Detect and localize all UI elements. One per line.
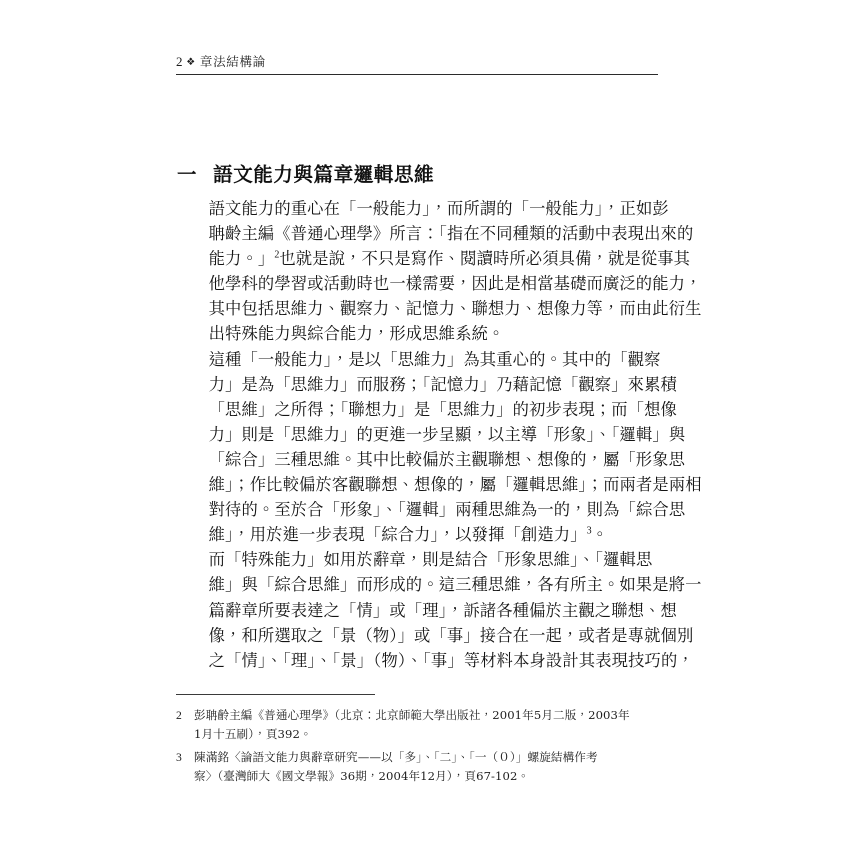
text-line-segment: 。: [591, 525, 609, 545]
text-line: [176, 522, 658, 547]
text-line: 力」是為「思維力」而服務；「記憶力」乃藉記憶「觀察」來累積: [208, 374, 677, 394]
footnote-zone: [176, 694, 658, 790]
text-line: 篇辭章所要表達之「情」或「理」，訴諸各種偏於主觀之聯想、想: [208, 600, 677, 620]
footnote-reference-2[interactable]: 2: [274, 249, 280, 261]
text-line: 「綜合」三種思維。其中比較偏於主觀聯想、想像的，屬「形象思: [208, 449, 686, 469]
footnote-item: [176, 706, 658, 744]
footnote-text: [194, 706, 658, 744]
text-line: 其中包括思維力、觀察力、記憶力、聯想力、想像力等，而由此衍生: [208, 299, 702, 319]
page-text-block: [176, 0, 702, 850]
section-heading-number: 一: [177, 163, 198, 187]
text-line: 維」；作比較偏於客觀聯想、想像的，屬「邏輯思維」；而兩者是兩相: [208, 475, 702, 495]
paragraph-3: [176, 547, 702, 672]
body-copy: [176, 196, 702, 673]
page-number: 2: [176, 54, 184, 69]
footnote-separator: [176, 694, 375, 695]
text-line-segment: 能力。」: [208, 249, 275, 269]
text-line: 這種「一般能力」，是以「思維力」為其重心的。其中的「觀察: [208, 349, 661, 369]
footnote-number: 2: [176, 709, 182, 722]
text-line: 維」與「綜合思維」而形成的。這三種思維，各有所主。如果是將一: [208, 575, 702, 595]
running-head-line: [176, 54, 658, 72]
running-head: [176, 54, 658, 76]
text-line: [176, 246, 691, 271]
text-line: 聃齡主編《普通心理學》所言：「指在不同種類的活動中表現出來的: [208, 224, 694, 244]
footnote-item: [176, 748, 658, 786]
text-line: 他學科的學習或活動時也一樣需要，因此是相當基礎而廣泛的能力，: [208, 274, 702, 294]
section-heading-title: 語文能力與篇章邏輯思維: [213, 163, 435, 187]
paragraph-2: [176, 347, 702, 548]
footnote-line: 陳滿銘〈論語文能力與辭章研究——以「多」、「二」、「一（０）」螺旋結構作考: [194, 750, 598, 764]
text-line: 之「情」、「理」、「景」（物）、「事」等材料本身設計其表現技巧的，: [208, 650, 694, 670]
footnote-line: 察〉（臺灣師大《國文學報》36期，2004年12月），頁67-102。: [194, 769, 530, 783]
running-head-book-title: 章法結構論: [199, 54, 266, 69]
text-line: 對待的。至於合「形象」、「邏輯」兩種思維為一的，則為「綜合思: [208, 500, 686, 520]
text-line: 力」則是「思維力」的更進一步呈顯，以主導「形象」、「邏輯」與: [208, 424, 686, 444]
paragraph-1: [176, 196, 702, 347]
footnote-line: 1月十五刷），頁392。: [194, 727, 312, 741]
text-line: 「思維」之所得；「聯想力」是「思維力」的初步表現；而「想像: [208, 399, 677, 419]
text-line: 而「特殊能力」如用於辭章，則是結合「形象思維」、「邏輯思: [208, 550, 653, 570]
text-line: 出特殊能力與綜合能力，形成思維系統。: [208, 324, 505, 344]
text-line: 語文能力的重心在「一般能力」，而所謂的「一般能力」，正如彭: [208, 199, 669, 218]
section-heading: [177, 159, 659, 187]
footnote-number: 3: [176, 751, 182, 764]
footnote-text: [194, 748, 658, 786]
running-head-divider: [176, 74, 658, 75]
footnote-reference-3[interactable]: 3: [586, 525, 592, 537]
text-line: 像，和所選取之「景（物）」或「事」接合在一起，或者是專就個別: [208, 625, 694, 645]
diamond-ornament-icon: ❖: [186, 57, 196, 68]
footnote-line: 彭聃齡主編《普通心理學》（北京：北京師範大學出版社，2001年5月二版，2003年: [194, 708, 630, 722]
text-line-segment: 維」，用於進一步表現「綜合力」，以發揮「創造力」: [208, 525, 587, 545]
text-line-segment: 也就是說，不只是寫作、閱讀時所必須具備，就是從事其: [279, 249, 691, 269]
